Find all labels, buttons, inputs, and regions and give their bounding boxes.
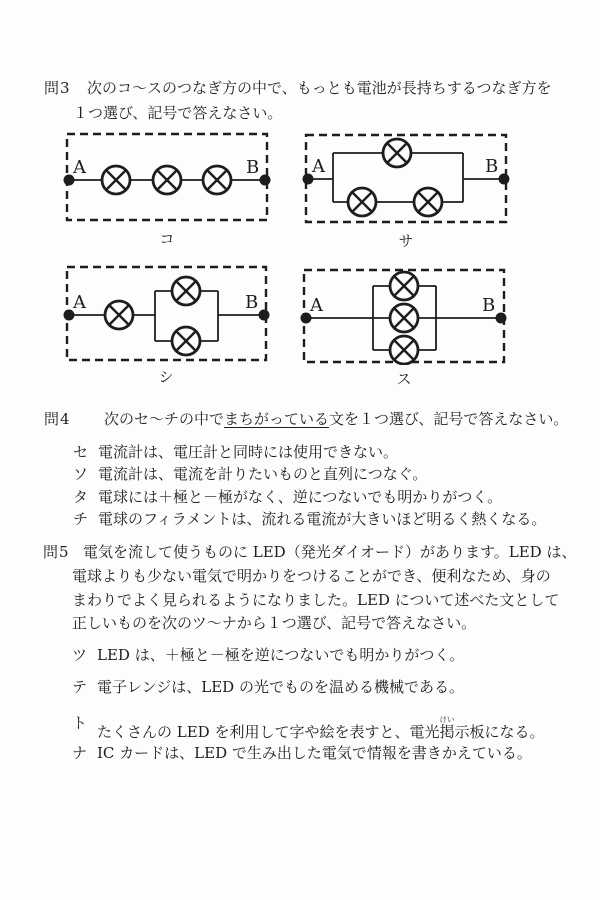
terminal-dot-b (499, 174, 510, 185)
option-text: 電流計は、電圧計と同時には使用できない。 (98, 443, 399, 461)
q5-option-te (72, 679, 464, 695)
q5-heading (43, 544, 576, 560)
circuit-ko-figure (63, 129, 272, 247)
option-text: IC カードは、LED で生み出した電気で情報を書きかえている。 (97, 744, 532, 762)
furigana-ruby (439, 715, 455, 741)
option-kana: ナ (72, 744, 88, 762)
q4-option-chi (73, 508, 546, 530)
terminal-dot-b (259, 310, 270, 321)
option-text (97, 715, 545, 740)
terminal-label-b: B (246, 157, 260, 178)
q4-option-ta (73, 486, 546, 508)
circuit-shi-label: シ (158, 368, 175, 386)
circuit-su-diagram (300, 265, 509, 365)
lamp-icon (414, 188, 442, 216)
terminal-label-a: A (73, 292, 86, 313)
lamp-icon (172, 327, 200, 355)
option-kana: ソ (73, 465, 89, 484)
terminal-label-b: B (482, 295, 496, 316)
circuit-su-label: ス (396, 370, 413, 388)
option-text: 電球には＋極と－極がなく、逆につないでも明かりがつく。 (98, 487, 503, 506)
q4-prompt-before: 次のセ～チの中で (104, 410, 225, 428)
q4-option-so (73, 463, 546, 485)
q3-prompt-line2: １つ選び、記号で答えなさい。 (73, 104, 283, 122)
lamp-icon (172, 277, 200, 305)
lamp-icon (383, 139, 411, 167)
option-text: 電子レンジは、LED の光でものを温める機械である。 (97, 678, 464, 696)
lamp-icon (390, 304, 418, 332)
q5-prompt-line4: 正しいものを次のツ～ナから１つ選び、記号で答えなさい。 (72, 614, 477, 632)
option-kana: セ (73, 443, 89, 461)
terminal-dot-b (496, 313, 507, 324)
q4-prompt-after: 文を１つ選び、記号で答えなさい。 (329, 410, 569, 428)
q4-prompt (104, 411, 568, 427)
terminal-dot-b (260, 175, 271, 186)
lamp-icon (348, 188, 376, 216)
option-kana: ツ (72, 646, 88, 664)
ruby-text: けい (439, 715, 455, 724)
q5-option-tsu (72, 647, 464, 663)
circuit-shi-diagram (63, 262, 270, 363)
circuit-ko-diagram (63, 129, 272, 225)
option-text-before: たくさんの LED を利用して字や絵を表すと、電光 (97, 723, 440, 741)
circuit-sa-figure (302, 130, 511, 249)
q5-option-to (72, 715, 545, 740)
circuit-box (67, 267, 266, 360)
q4-prompt-underlined: まちがっている (224, 410, 330, 428)
option-text: 電流計は、電流を計りたいものと直列につなぐ。 (98, 465, 428, 484)
q3-number: 問3 (44, 79, 71, 97)
option-kana: タ (73, 487, 89, 506)
lamp-icon (203, 166, 231, 194)
circuit-ko-label: コ (159, 230, 176, 248)
option-kana: チ (73, 509, 89, 528)
circuit-sa-diagram (302, 130, 511, 227)
q5-option-na (72, 745, 532, 761)
option-text-after: 示板になる。 (454, 723, 545, 741)
q4-option-se (73, 441, 546, 463)
q5-number: 問5 (43, 543, 70, 561)
q3-prompt-line1: 次のコ～スのつなぎ方の中で、もっとも電池が長持ちするつなぎ方を (87, 79, 552, 97)
lamp-icon (105, 301, 133, 329)
circuit-shi-figure (63, 262, 270, 385)
q4-options (73, 441, 546, 530)
q5-prompt-line3: まわりでよく見られるようになりました。LED について述べた文として (72, 590, 560, 609)
q4-heading (44, 411, 568, 427)
terminal-label-b: B (485, 156, 499, 177)
option-text: LED は、＋極と－極を逆につないでも明かりがつく。 (97, 646, 465, 664)
lamp-icon (102, 166, 130, 194)
option-kana: ト (72, 714, 88, 732)
circuit-sa-label: サ (398, 232, 415, 250)
terminal-label-a: A (312, 156, 325, 177)
q5-prompt-line2: 電球よりも少ない電気で明かりをつけることができ、便利なため、身の (72, 567, 551, 585)
lamp-icon (390, 272, 418, 300)
lamp-icon (153, 166, 181, 194)
terminal-label-a: A (73, 157, 86, 178)
terminal-label-b: B (245, 292, 259, 313)
option-text: 電球のフィラメントは、流れる電流が大きいほど明るく熱くなる。 (98, 509, 547, 528)
option-kana: テ (72, 678, 88, 696)
terminal-label-a: A (310, 295, 323, 316)
q3-heading (44, 80, 552, 96)
circuit-su-figure (300, 265, 509, 387)
ruby-base: 掲 (439, 723, 455, 741)
q5-prompt-line1: 電気を流して使うものに LED（発光ダイオード）があります。LED は、 (83, 543, 577, 561)
q4-number: 問4 (44, 410, 71, 428)
lamp-icon (390, 336, 418, 364)
